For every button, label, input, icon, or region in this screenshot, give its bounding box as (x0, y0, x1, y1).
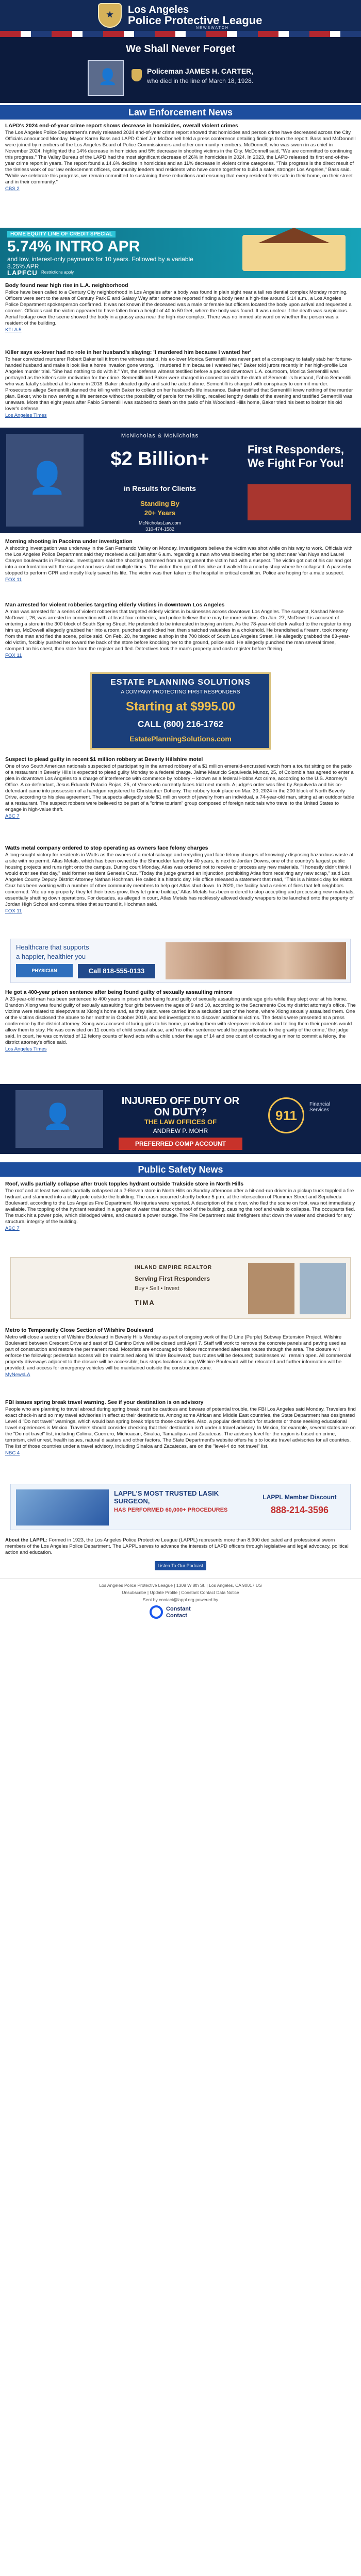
law-firm-amount: $2 Billion+ (110, 448, 209, 470)
eye-photo (16, 1489, 109, 1526)
lawyer-note: Financial Services (309, 1101, 331, 1113)
article-source-link[interactable]: FOX 11 (5, 653, 22, 658)
realtor-services: Buy • Sell • Invest (135, 1285, 179, 1292)
lasik-headline: LAPPL'S MOST TRUSTED LASIK SURGEON, (114, 1489, 219, 1505)
physician-line1: Healthcare that supports (16, 943, 89, 951)
memorial-badge-icon (132, 69, 142, 81)
estate-planning-ad[interactable] (90, 672, 271, 750)
officer-photo (88, 60, 124, 96)
article-source-link[interactable]: Los Angeles Times (5, 413, 47, 418)
law-firm-results: in Results for Clients (123, 484, 196, 493)
law-firm-standing: Standing By (140, 500, 179, 507)
article-body: Metro will close a section of Wilshire Boulevard in Beverly Hills Monday as part of ongoing work of the D Line (Purple) Subway Extension Project. Wilshire Boulevard between Crescent Drive and east of El Camino Drive will be closed until April 7. Staff will work to remove the concrete panels and paving used as part of construction and restore the permanent road. Motorists are encouraged to follow recommended alternate routes through the area. The closure will enforce the following: pedestrian access will be maintained along Wilshire Boulevard; bus routes will be detoured; businesses will remain open. All commercial property driveways adjacent to the closure will be accessible; bus stops locations along Wilshire Boulevard will be relocated and further information will be provided; and access for emergency vehicles will be maintained outside the construction zone. (5, 1334, 351, 1371)
physician-line2: a happier, healthier you (16, 953, 86, 960)
article (5, 989, 356, 1053)
about-lappl (5, 1537, 356, 1556)
article (5, 845, 356, 914)
lawyer-name: ANDREW P. MOHR (153, 1127, 208, 1134)
article (5, 756, 356, 820)
article-title[interactable]: FBI issues spring break travel warning. See if your destination is on advisory (5, 1399, 204, 1405)
article-body: A man was arrested for a series of violent robberies that targeted elderly victims in businesses across downtown Los Angeles. The suspect, Kashad Neese McDowell, 26, was arrested in connection with at least four robberies, and police believe there may be more victims. On Jan. 27, McDowell is accused of entering a store in the 300 block of South Spring Street. He pretended to be interested in buying an item. As the 78-year-old clerk walked to the register to ring him up, McDowell allegedly grabbed her into a room, punched and kicked her, then snatched valuables in a chokehold. He brandished a firearm, took money from the man and fled the scene, police said. On Feb. 20, he targeted a shop in the 700 block of South Los Angeles Street. He allegedly grabbed the 83-year-old victim, forcibly pushed her toward the back of the store before knocking her to the ground, police said. He allegedly punched the man several times, stomped on his chest, then stole from the register and fled. Detectives took the man's property and cash register before fleeing. (5, 609, 351, 652)
article-source-link[interactable]: ABC 7 (5, 814, 20, 819)
article-body: The Los Angeles Police Department's newly released 2024 end-of-year crime report showed that homicides and person crime have decreased across the City. Officials announced Monday. Mayor Karen Bass and LAPD Chief Jim McDonnell held a press conference detailing findings from the report. Bass and McDonnell were joined by members of the Los Angeles Board of Police Commissioners and other community members. McDonnell, who was sworn in as chief in November 2024, highlighted the 14% decrease in homicides and 5% decrease in shooting victims in the City. McDonnell said, "We are committed to continuing this progress." The Valley Bureau of the LAPD had the most significant decrease of 26% in homicides in 2024. In 2023, the LAPD released its first end-of-the-year crime report in years. The report found a 14.6% decline in homicides and an 11% decrease in violent crime categories. "This progress is the direct result of the tireless work of our law enforcement officers, community leaders and residents who have come together to build a safer, stronger Los Angeles," Bass said. "While we celebrate this progress, we remain committed to sustaining these reductions and ensuring that every resident feels safe in their home, on their street and in their community." (5, 130, 356, 185)
article-title[interactable]: Roof, walls partially collapse after truck topples hydrant outside Trakside store in North Hills (5, 1181, 244, 1187)
physician-ad[interactable] (10, 939, 351, 983)
article-source-link[interactable]: FOX 11 (5, 908, 22, 914)
article-title[interactable]: He got a 400-year prison sentence after being found guilty of sexually assaulting minors (5, 989, 232, 995)
law-firm-ad[interactable] (0, 428, 361, 533)
article-source-link[interactable]: FOX 11 (5, 577, 22, 583)
constant-contact-icon (150, 1605, 163, 1619)
article (5, 538, 356, 583)
article (5, 349, 356, 419)
heloc-tag: HOME EQUITY LINE OF CREDIT SPECIAL (7, 231, 116, 238)
memorial-heading: We Shall Never Forget (126, 43, 235, 55)
article-body: One of two South American nationals suspected of participating in the armed robbery of a $1 million emerald-encrusted watch from a tourist sitting on the patio of a restaurant in Beverly Hills is expected to plead guilty Monday to a federal charge. Jaime Mauricio Sepulveda Munoz, 25, of Colombia has agreed to enter a plea in downtown Los Angeles to a charge of interference with commerce by robbery -- known as a federal Hobbs Act crime, according to the U.S. Attorney's Office. A co-defendant, Jesus Eduardo Palacio Rojas, 25, of Venezuela currently faces trial next month. A judge's order was filed by Sepulveda and his co-defendant came into possession of a handgun registered to Christopher Doheny. The robbery took place on Mar. 30, 2024 in the 200 block of North Beverly Drive, according to his plea agreement. The suspects allegedly stole $1 million worth of jewelry from an individual, a 74-year-old man, sitting at an outdoor table at a restaurant. The suspect robbers were believed to be part of a "crime tourism" group composed of foreign nationals who travel to the United States to engage in high-value theft. (5, 764, 354, 812)
memorial-officer-name: Policeman JAMES H. CARTER, (147, 67, 254, 75)
article (5, 602, 356, 659)
article-body: The roof and at least two walls partially collapsed at a 7-Eleven store in North Hills on Sunday afternoon after a hit-and-run driver in a pickup truck toppled a fire hydrant and slammed into a utility pole outside the building. The crash occurred shortly before 5 p.m. at the intersection of Plummer Street and Sepulveda Boulevard, according to the Los Angeles Fire Department. No injuries were reported. A description of the driver, who fled the scene on foot, was not immediately available. The toppling of the hydrant resulted in a geyser of water that struck the roof of the building, causing the roof and walls to collapse. The occupants fled. The truck hit a power pole, which dislodged wires, and caused a power outage. The Fire Department said firefighters shut down the water and checked for any structural integrity of the building. (5, 1188, 355, 1225)
about-text: Formed in 1923, the Los Angeles Police Protective League (LAPPL) represents more than 8,900 dedicated and professional sworn members of the Los Angeles Police Department. The LAPPL serves to advance the interests of LAPD officers through legislative and legal advocacy, political action and education. (5, 1537, 349, 1555)
estate-price: Starting at $995.00 (125, 700, 236, 714)
article-title[interactable]: Killer says ex-lover had no role in her husband's slaying: 'I murdered him because I wanted her' (5, 349, 252, 355)
law-firm-years: 20+ Years (144, 509, 176, 517)
footer-sent-by: Sent by contact@lappl.org powered by (142, 1597, 219, 1602)
masthead-banner (0, 0, 361, 31)
constant-contact-logo[interactable] (150, 1605, 211, 1621)
heloc-subtext: and low, interest-only payments for 10 years. Followed by a variable 8.25% APR (7, 256, 193, 270)
constant-contact-line2: Contact (166, 1613, 187, 1619)
estate-website: EstatePlanningSolutions.com (129, 735, 232, 743)
article (5, 1327, 356, 1378)
home-photo (300, 1263, 346, 1314)
realtor-tagline: Serving First Responders (135, 1275, 210, 1282)
heloc-headline: 5.74% INTRO APR (7, 238, 140, 255)
lawyer-cta: PREFERRED COMP ACCOUNT (119, 1138, 242, 1150)
article-title[interactable]: Suspect to plead guilty in recent $1 million robbery at Beverly Hillshire motel (5, 756, 203, 762)
memorial-banner (0, 37, 361, 103)
constant-contact-line1: Constant (166, 1606, 191, 1612)
lasik-discount: LAPPL Member Discount (262, 1494, 337, 1501)
article-title[interactable]: Morning shooting in Pacoima under investigation (5, 538, 133, 545)
masthead-title-line1: Los Angeles (128, 4, 189, 15)
realtor-photo (248, 1263, 294, 1314)
patients-photo (166, 942, 346, 979)
lawyer-headline: INJURED OFF DUTY OR ON DUTY? (121, 1095, 240, 1118)
house-illustration (242, 235, 346, 271)
article-title[interactable]: LAPD's 2024 end-of-year crime report shows decrease in homicides, overall violent crimes (5, 123, 238, 129)
article-source-link[interactable]: MyNewsLA (5, 1372, 30, 1378)
about-label: About the LAPPL: (5, 1537, 48, 1543)
article (5, 1399, 356, 1456)
article-body: People who are planning to travel abroad during spring break must be cautious and beware of potential trouble, the FBI Los Angeles said Monday. Travelers find exact check-in and so may travel advisories in effect at their destinations. Among some African and Middle East countries, the State Department has designated Level 4 "Do not travel" warnings, which would ban spring break trips to those countries. Also, a popular destination for students or those seeking educational travel experiences is Mexico. Travelers should consider checking that their destination isn't under a travel advisory. In Mexico, for example, several states are on the "Do not travel" list, including Colima, Guerrero, Michoacan, Sinaloa, Tamaulipas and Zacatecas. The advisory level for the region is based on crime, terrorism, civil unrest, health issues, natural disasters and other factors. The State Department's website offers help to locate travel advisories for all countries. The list of those countries under a travel advisory, including Sinaloa and Zacatecas, are on the "level-4 do not travel" list. (5, 1406, 356, 1449)
heloc-brand: LAPFCU (7, 269, 38, 277)
section-public-safety: Public Safety News (0, 1162, 361, 1177)
lawyer-office: THE LAW OFFICES OF (144, 1118, 217, 1126)
lasik-phone: 888-214-3596 (270, 1505, 329, 1515)
estate-subtitle: A COMPANY PROTECTING FIRST RESPONDERS (121, 689, 240, 695)
first-responders-photo (248, 484, 351, 520)
article-title[interactable]: Metro to Temporarily Close Section of Wilshire Boulevard (5, 1327, 153, 1333)
footer-links[interactable]: Unsubscribe | Update Profile | Constant Contact Data Notice (122, 1590, 239, 1595)
article-title[interactable]: Man arrested for violent robberies targeting elderly victims in downtown Los Angeles (5, 602, 225, 608)
article-body: A 23-year-old man has been sentenced to 400 years in prison after being found guilty of sexually assaulting underage girls while they slept over at his home. Brandon Xiong was found guilty of sexually assaulting four girls between the ages of 9 and 10, according to the Sacramento County district attorney's office. The victims were related to sleepovers at Xiong's home and, as they slept, were carried into a secluded part of the home, where Xiong sexually assaulted them. One of the victims disclosed the abuse to her mother in October 2019, and led investigators to discover additional victims. The details were presented at a press conference by the district attorney. Xiong was accused of luring girls to his home, providing them with sleepover invitations and telling them their parents would allow them to stay. He was convicted on 11 counts of child sexual abuse, and 'no other sentence would be proportionate to the gravity of the crime,' the judge said. In court, he was convicted of 12 felony counts of lewd acts with a child under the age of 14 and one count of contacting a minor to commit a felony, the district attorney's office said. (5, 996, 356, 1045)
section-law-enforcement: Law Enforcement News (0, 105, 361, 120)
masthead-title-line2: Police Protective League (128, 14, 262, 27)
physician-logo: PHYSICIAN (16, 964, 73, 977)
article-body: Police have been called to a Century City neighborhood in Los Angeles after a body was found in plain sight near a tall residential complex Monday morning. Officers were sent to the area of Century Park E and Galaxy Way after someone reported finding a body near a high-rise around 9:14 a.m., a Los Angeles Police Department spokesperson confirmed. It was not known if the deceased was a male or female but officers located the body upon arrival and requested a coroner. Officials said the victim appeared to have fallen from a height of 40 to 50 feet, where the body was found. It was unclear if the death was suspicious. Aerial footage over the scene showed the body in a grassy area near the high-rise complex. There was no immediate word on whether the person was a resident of the building. (5, 290, 352, 326)
realtor-title: INLAND EMPIRE REALTOR (135, 1265, 212, 1270)
article-source-link[interactable]: NBC 4 (5, 1450, 20, 1456)
attorney-photo (6, 434, 84, 527)
memorial-date: who died in the line of March 18, 1928. (147, 77, 254, 84)
estate-title: ESTATE PLANNING SOLUTIONS (110, 678, 251, 687)
heloc-fine-print: Restrictions apply. (41, 270, 75, 275)
lawyer-911-badge: 911 (268, 1097, 304, 1133)
article-source-link[interactable]: ABC 7 (5, 1226, 20, 1231)
article-title[interactable]: Watts metal company ordered to stop operating as owners face felony charges (5, 845, 208, 851)
lappl-badge-icon (98, 3, 122, 28)
workers-comp-ad[interactable] (0, 1084, 361, 1154)
article-body: A long-sought victory for residents in Watts as the owners of a metal salvage and recycling yard face felony charges of knowingly disposing hazardous waste at a site with no permit. Altas Metals, which has been owned by the Shmuckler family for 40 years, is next to Jordan Downs, one of the country's largest public housing projects and runs right onto the campus. During court Monday, Atlas was ordered not to receive or process any new materials. "I honestly didn't think I would ever see that day," said former resident Genesis Cruz. "Today the judge granted an injunction, prohibiting Atlas from receiving any new scrap," said Los Angeles County Deputy District Attorney Nathan Hochman. He called it a historic day. His office released a statement that read, "This is a historic day for Watts. Cruz has been working with a number of other community members to help get Atlas shut down. In 2020, the facility had a series of fires that left neighbors concerned. 'Ate up my property, they let their trees grow, they let grime buildup,' Atlas Metals has been ordered to stop accepting and processing new materials, essentially shutting down operations. For decades, as alleged in court, Atlas Metals has recklessly allowed deadly wrappers to be launched onto the property of Jordan High School and communities that surround it, Hochman said. (5, 852, 355, 907)
physician-phone: Call 818-555-0133 (78, 964, 155, 978)
footer-address: Los Angeles Police Protective League | 1308 W 8th St. | Los Angeles, CA 90017 US (99, 1583, 262, 1588)
attorney-photo (15, 1090, 103, 1148)
law-firm-website: McNicholasLaw.com (138, 520, 182, 526)
article-body: To hear convicted murderer Robert Baker tell it from the witness stand, his ex-lover Monica Sementilli was never part of a conspiracy to fatally stab her fortune-handed husband and make it look like a home invasion gone wrong. "I murdered him because I wanted her," Baker told jurors recently in her high-profile Los Angeles murder trial. "She had nothing to do with it." Yet, the defense witness testified before a packed downtown L.A. courtroom, Monica Sementilli was portrayed as the killer's sole motivation for the crime. Sementilli and Baker were charged in connection with the death of Sementilli's husband, Fabio Sementilli, who was fatally stabbed at his home in 2018. Baker pleaded guilty and said he acted alone. Sementilli is charged with conspiracy to commit murder. Prosecutors allege Sementilli planned the killing with Baker to collect on her husband's life insurance. Baker testified that Sementilli knew nothing of the murder plan. Baker, who is now serving a life sentence without the possibility of parole for the killing, recalled lengthy details of the evening and testified Sementilli was unaware. More than eight years after Fabio Sementilli was stabbed to death on the patio of his Woodland Hills home, Baker tried his best to bolster his old lover's defense. (5, 357, 353, 412)
podcast-button[interactable]: Listen To Our Podcast (155, 1561, 206, 1570)
article-source-link[interactable]: KTLA 5 (5, 327, 22, 333)
flag-divider (0, 31, 361, 37)
article-body: A shooting investigation was underway in the San Fernando Valley on Monday. Investigators believe the victim was shot while on his way to work. Officials with the Los Angeles Police Department said they received a call just after 6 a.m. regarding a man who was bleeding after being shot near Van Nuys and Laurel Canyon boulevards in Pacoima. Investigators said the shooting stemmed from an argument the victim had with a suspect. The victim got out of his car and got into a confrontation with the suspect and was shot multiple times. The victim then got off his bike and walked to a nearby shop where he collapsed. A passerby stopped to perform CPR and mostly likely saved his life. The victim was then taken to the hospital in critical condition. Police are hoping for a male suspect. (5, 546, 353, 576)
law-firm-name: McNicholas & McNicholas (121, 433, 199, 439)
article-source-link[interactable]: CBS 2 (5, 186, 20, 192)
article (5, 123, 356, 192)
masthead-tagline: NEWSWATCH (196, 26, 229, 30)
lasik-procedures: HAS PERFORMED 60,000+ PROCEDURES (114, 1507, 228, 1513)
article-source-link[interactable]: Los Angeles Times (5, 1046, 47, 1052)
article (5, 1181, 356, 1232)
realtor-ad[interactable] (10, 1257, 351, 1319)
realtor-brand: TIMA (135, 1299, 155, 1307)
lasik-ad[interactable] (10, 1484, 351, 1530)
heloc-ad[interactable] (0, 228, 361, 278)
article-title[interactable]: Body found near high rise in L.A. neighborhood (5, 282, 128, 289)
law-firm-phone: 310-474-1582 (145, 527, 175, 532)
estate-phone: CALL (800) 216-1762 (138, 719, 223, 729)
article (5, 282, 356, 333)
law-firm-headline: First Responders, We Fight For You! (248, 443, 344, 469)
